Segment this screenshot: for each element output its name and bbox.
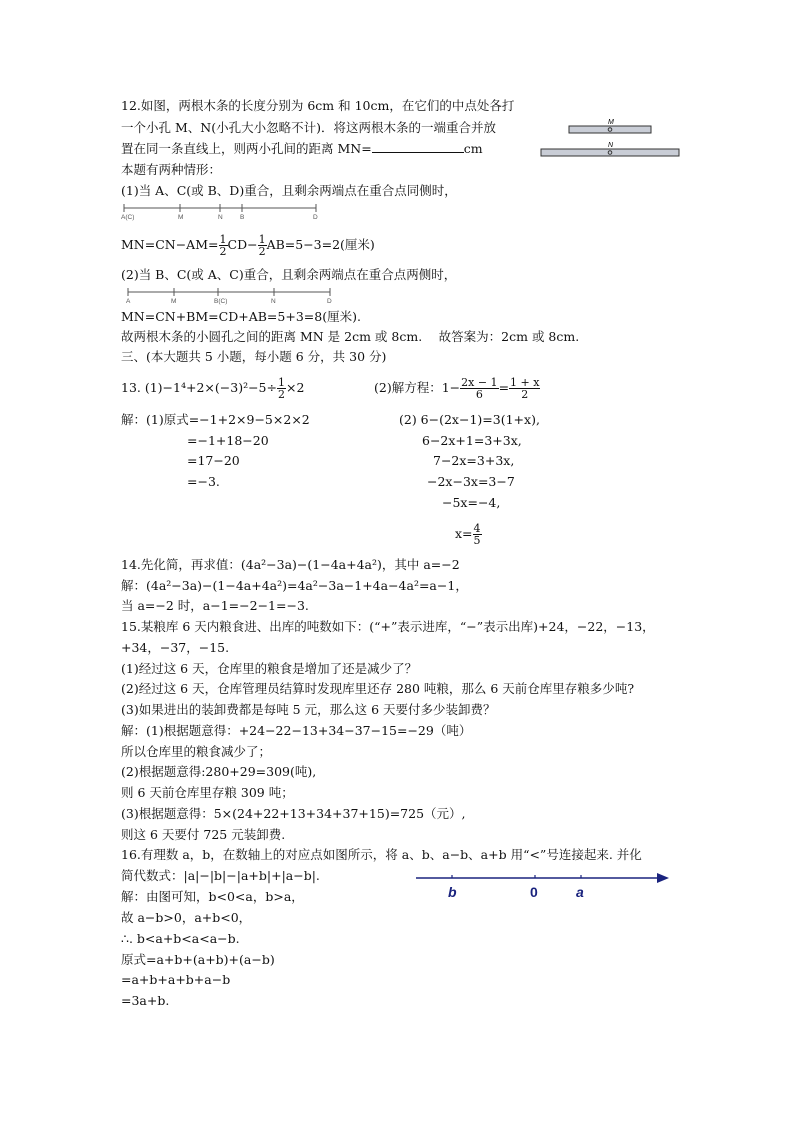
q13-part2 (374, 377, 540, 400)
q13-sol1-line2: =−1+18−20 (187, 433, 269, 448)
case1-pt-d: D (313, 214, 318, 221)
case2-pt-bc: B(C) (214, 298, 228, 305)
q12-line2: 一个小孔 M、N(小孔大小忽略不计)．将这两根木条的一端重合并放 (121, 120, 496, 135)
q15-line9: 则 6 天前仓库里存粮 309 吨； (121, 785, 294, 800)
case2-pt-a: A (126, 298, 131, 305)
q12-unit: cm (463, 141, 483, 156)
case1-pt-ac: A(C) (121, 214, 135, 221)
q13-sol2-line2: 6−2x+1=3+3x, (422, 433, 522, 448)
q14-line3: 当 a=−2 时，a−1=−2−1=−3. (121, 598, 309, 613)
frac-den: 2 (258, 245, 266, 258)
q13-sol2-line5: −5x=−4, (442, 495, 501, 510)
equals-sign: = (498, 380, 510, 395)
case1-pt-m: M (178, 214, 184, 221)
case1-pt-b: B (240, 214, 245, 221)
q16-line1: 16.有理数 a，b，在数轴上的对应点如图所示，将 a、b、a−b、a+b 用“<”号连接起来. 并化 (121, 847, 642, 862)
frac-num: 1 (219, 233, 227, 246)
case1-eq-part-b: CD− (227, 237, 258, 252)
q15-line4: (2)经过这 6 天，仓库管理员结算时发现库里还存 280 吨粮，那么 6 天前仓库里存粮多少吨? (121, 681, 635, 696)
label-n: N (608, 142, 614, 149)
fraction-half (277, 377, 286, 400)
arrow-right-icon (657, 873, 669, 883)
case2-segment (118, 286, 338, 306)
q15-line8: (2)根据题意得:280+29=309(吨), (121, 764, 317, 779)
sticks-figure (538, 113, 684, 161)
frac-num: 1 + x (510, 376, 540, 389)
q15-line2: +34，−37，−15. (121, 640, 230, 655)
q13-part1 (121, 377, 304, 400)
axis-label-b: b (448, 884, 457, 900)
answer-blank (372, 140, 464, 153)
x-equals: x= (455, 526, 473, 541)
q13-p1-b: ×2 (286, 380, 305, 395)
frac-num: 4 (473, 522, 481, 535)
q13-sol1-line4: =−3. (187, 474, 220, 489)
fraction-half (219, 234, 228, 257)
section-3-heading: 三、(本大题共 5 小题，每小题 6 分，共 30 分) (121, 349, 387, 364)
q13-sol1-line1: 解：(1)原式=−1+2×9−5×2×2 (121, 412, 310, 427)
case2-pt-d: D (327, 298, 332, 305)
fraction-half (258, 234, 267, 257)
q13-p1-a: 13. (1)−1⁴+2×(−3)²−5÷ (121, 380, 277, 395)
q16-line5: ∴. b<a+b<a<a−b. (121, 931, 240, 946)
case2-equation: MN=CN+BM=CD+AB=5+3=8(厘米). (121, 309, 361, 324)
q12-conclusion: 故两根木条的小圆孔之间的距离 MN 是 2cm 或 8cm. 故答案为：2cm 或 8cm. (121, 329, 580, 344)
frac-num: 1 (258, 233, 266, 246)
q15-line11: 则这 6 天要付 725 元装卸费. (121, 827, 286, 842)
case1-segment (118, 202, 328, 222)
case2-pt-n: N (271, 298, 276, 305)
frac-den: 6 (475, 388, 483, 401)
q16-line3: 解：由图可知，b<0<a，b>a， (121, 889, 304, 904)
axis-label-zero: 0 (530, 884, 538, 900)
frac-den: 2 (219, 245, 227, 258)
q15-line7: 所以仓库里的粮食减少了； (121, 744, 272, 759)
number-line (410, 866, 675, 902)
case1-equation (121, 234, 375, 257)
fraction-4-over-5 (473, 523, 482, 546)
q14-line1: 14.先化简，再求值：(4a²−3a)−(1−4a+4a²)，其中 a=−2 (121, 557, 460, 572)
q13-sol2-line3: 7−2x=3+3x, (433, 453, 515, 468)
frac-num: 1 (278, 376, 285, 389)
q15-line6: 解：(1)根据题意得：+24−22−13+34−37−15=−29（吨） (121, 723, 472, 738)
case1-eq-part-a: MN=CN−AM= (121, 237, 219, 252)
case1-pt-n: N (218, 214, 223, 221)
short-stick (569, 126, 651, 133)
q15-line5: (3)如果进出的装卸费都是每吨 5 元，那么这 6 天要付多少装卸费？ (121, 702, 496, 717)
q12-line1: 12.如图，两根木条的长度分别为 6cm 和 10cm，在它们的中点处各打 (121, 98, 515, 113)
case1-text: (1)当 A、C(或 B、D)重合，且剩余两端点在重合点同侧时， (121, 183, 457, 198)
q15-line10: (3)根据题意得：5×(24+22+13+34+37+15)=725（元）, (121, 806, 466, 821)
frac-den: 2 (278, 388, 285, 401)
q16-line8: =3a+b. (121, 993, 170, 1008)
q15-line3: (1)经过这 6 天，仓库里的粮食是增加了还是减少了？ (121, 661, 418, 676)
q16-line7: =a+b+a+b+a−b (121, 972, 231, 987)
q13-sol2-line6 (455, 523, 482, 546)
q16-line4: 故 a−b>0，a+b<0， (121, 910, 252, 925)
case1-eq-part-c: AB=5−3=2(厘米) (266, 237, 375, 252)
q16-line6: 原式=a+b+(a+b)+(a−b) (121, 952, 275, 967)
frac-den: 5 (473, 534, 481, 547)
q13-sol2-line1: (2) 6−(2x−1)=3(1+x), (399, 412, 540, 427)
case2-pt-m: M (171, 298, 177, 305)
long-stick (541, 149, 679, 156)
q12-intro: 本题有两种情形： (121, 162, 222, 177)
label-m: M (608, 119, 614, 126)
q12-line3 (121, 140, 483, 157)
q14-line2: 解：(4a²−3a)−(1−4a+4a²)=4a²−3a−1+4a−4a²=a−1， (121, 578, 468, 593)
frac-den: 2 (521, 388, 529, 401)
axis-label-a: a (576, 884, 584, 900)
q12-line3-text: 置在同一条直线上，则两小孔间的距离 MN= (121, 141, 372, 156)
q15-line1: 15.某粮库 6 天内粮食进、出库的吨数如下：(“+”表示进库，“−”表示出库)+24，−22，−13， (121, 619, 655, 634)
q13-p2-a: (2)解方程：1− (374, 380, 461, 395)
fraction-1-x-over-2 (509, 377, 540, 400)
case2-text: (2)当 B、C(或 A、C)重合，且剩余两端点在重合点两侧时， (121, 267, 457, 282)
fraction-2x-1-over-6 (460, 377, 498, 400)
q13-sol1-line3: =17−20 (187, 453, 240, 468)
frac-num: 2x − 1 (461, 376, 498, 389)
q13-sol2-line4: −2x−3x=3−7 (427, 474, 515, 489)
q16-line2: 简代数式：|a|−|b|−|a+b|+|a−b|. (121, 868, 320, 883)
